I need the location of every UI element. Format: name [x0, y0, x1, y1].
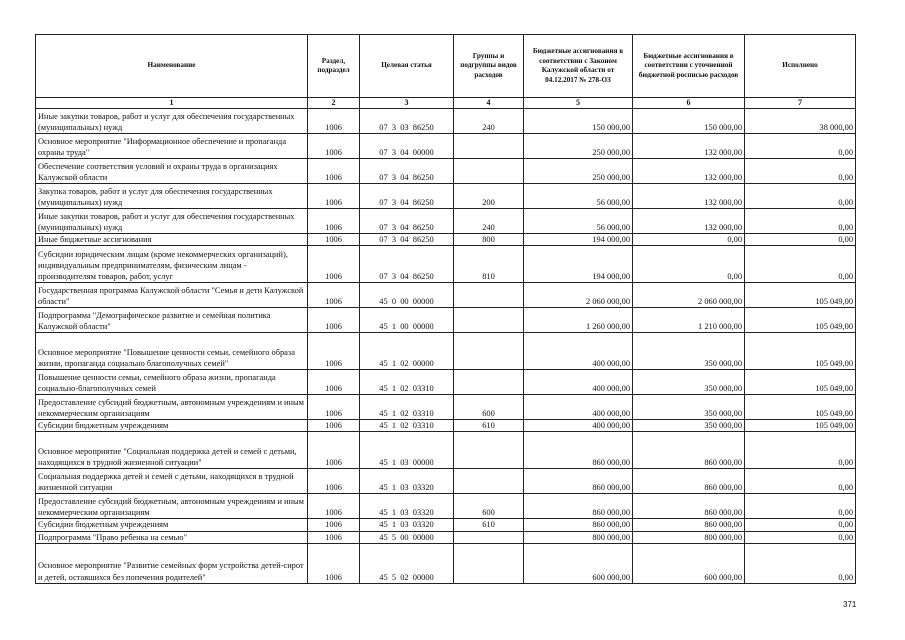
row-section: 1006	[308, 184, 360, 209]
row-adjusted-amount: 860 000,00	[633, 494, 745, 519]
row-section: 1006	[308, 234, 360, 246]
col-number: 5	[524, 98, 633, 109]
budget-table	[35, 34, 856, 584]
row-adjusted-amount: 132 000,00	[633, 184, 745, 209]
column-number-row	[36, 98, 856, 109]
row-name: Предоставление субсидий бюджетным, автономным учреждениям и иным некоммерческим организациям	[36, 494, 308, 519]
row-executed-amount: 0,00	[745, 531, 856, 543]
table-row	[36, 109, 856, 134]
row-adjusted-amount: 350 000,00	[633, 333, 745, 370]
row-adjusted-amount: 350 000,00	[633, 370, 745, 395]
row-law-amount: 400 000,00	[524, 370, 633, 395]
row-expense-group: 610	[454, 519, 524, 531]
row-expense-group	[454, 543, 524, 583]
row-name: Иные закупки товаров, работ и услуг для обеспечения государственных (муниципальных) нужд	[36, 109, 308, 134]
table-row	[36, 246, 856, 283]
row-expense-group	[454, 370, 524, 395]
table-row	[36, 333, 856, 370]
row-section: 1006	[308, 531, 360, 543]
table-row	[36, 531, 856, 543]
row-law-amount: 2 060 000,00	[524, 283, 633, 308]
row-adjusted-amount: 800 000,00	[633, 531, 745, 543]
row-section: 1006	[308, 469, 360, 494]
row-target-article: 45 1 00 00000	[360, 308, 454, 333]
row-executed-amount: 105 049,00	[745, 308, 856, 333]
row-expense-group	[454, 159, 524, 184]
row-law-amount: 194 000,00	[524, 246, 633, 283]
row-adjusted-amount: 2 060 000,00	[633, 283, 745, 308]
header-target: Целевая статья	[360, 35, 454, 98]
table-row	[36, 308, 856, 333]
row-expense-group: 610	[454, 420, 524, 432]
row-section: 1006	[308, 519, 360, 531]
header-name: Наименование	[36, 35, 308, 98]
row-executed-amount: 105 049,00	[745, 420, 856, 432]
col-number: 7	[745, 98, 856, 109]
row-name: Субсидии бюджетным учреждениям	[36, 519, 308, 531]
row-executed-amount: 0,00	[745, 184, 856, 209]
row-section: 1006	[308, 420, 360, 432]
table-row	[36, 395, 856, 420]
row-law-amount: 250 000,00	[524, 134, 633, 159]
row-executed-amount: 0,00	[745, 543, 856, 583]
table-row	[36, 432, 856, 469]
row-target-article: 07 3 03 86250	[360, 109, 454, 134]
row-executed-amount: 0,00	[745, 134, 856, 159]
row-target-article: 07 3 04 86250	[360, 246, 454, 283]
table-row	[36, 134, 856, 159]
row-law-amount: 400 000,00	[524, 395, 633, 420]
row-law-amount: 56 000,00	[524, 209, 633, 234]
row-expense-group: 200	[454, 184, 524, 209]
row-executed-amount: 105 049,00	[745, 395, 856, 420]
row-adjusted-amount: 860 000,00	[633, 469, 745, 494]
row-expense-group: 810	[454, 246, 524, 283]
row-target-article: 45 0 00 00000	[360, 283, 454, 308]
row-section: 1006	[308, 333, 360, 370]
row-adjusted-amount: 1 210 000,00	[633, 308, 745, 333]
row-expense-group: 600	[454, 395, 524, 420]
row-law-amount: 400 000,00	[524, 333, 633, 370]
table-row	[36, 469, 856, 494]
row-target-article: 07 3 04 00000	[360, 134, 454, 159]
row-expense-group	[454, 531, 524, 543]
row-adjusted-amount: 0,00	[633, 246, 745, 283]
row-name: Субсидии бюджетным учреждениям	[36, 420, 308, 432]
row-section: 1006	[308, 283, 360, 308]
row-name: Подпрограмма "Право ребенка на семью"	[36, 531, 308, 543]
row-executed-amount: 38 000,00	[745, 109, 856, 134]
row-law-amount: 194 000,00	[524, 234, 633, 246]
row-name: Субсидии юридическим лицам (кроме некоммерческих организаций), индивидуальным предпринимателям, физическим лицам - производителям товаров, работ, услуг	[36, 246, 308, 283]
row-target-article: 45 5 00 00000	[360, 531, 454, 543]
row-law-amount: 56 000,00	[524, 184, 633, 209]
row-adjusted-amount: 350 000,00	[633, 420, 745, 432]
row-name: Предоставление субсидий бюджетным, автономным учреждениям и иным некоммерческим организациям	[36, 395, 308, 420]
row-name: Основное мероприятие "Социальная поддержка детей и семей с детьми, находящихся в трудной жизненной ситуации"	[36, 432, 308, 469]
row-law-amount: 400 000,00	[524, 420, 633, 432]
row-expense-group	[454, 283, 524, 308]
row-expense-group: 240	[454, 209, 524, 234]
row-adjusted-amount: 132 000,00	[633, 159, 745, 184]
row-target-article: 45 1 03 03320	[360, 519, 454, 531]
row-adjusted-amount: 860 000,00	[633, 519, 745, 531]
row-executed-amount: 0,00	[745, 469, 856, 494]
row-name: Социальная поддержка детей и семей с детьми, находящихся в трудной жизненной ситуации	[36, 469, 308, 494]
row-expense-group	[454, 432, 524, 469]
page-number: 371	[843, 600, 857, 609]
row-target-article: 45 5 02 00000	[360, 543, 454, 583]
table-row	[36, 370, 856, 395]
row-executed-amount: 105 049,00	[745, 283, 856, 308]
col-number: 2	[308, 98, 360, 109]
row-adjusted-amount: 0,00	[633, 234, 745, 246]
row-section: 1006	[308, 543, 360, 583]
table-row	[36, 283, 856, 308]
row-target-article: 45 1 02 03310	[360, 420, 454, 432]
row-executed-amount: 105 049,00	[745, 370, 856, 395]
row-law-amount: 250 000,00	[524, 159, 633, 184]
row-law-amount: 860 000,00	[524, 432, 633, 469]
row-target-article: 07 3 04 86250	[360, 234, 454, 246]
header-law: Бюджетные ассигнования в соответствии с Законом Калужской области от 04.12.2017 № 278-ОЗ	[524, 35, 633, 98]
col-number: 1	[36, 98, 308, 109]
row-name: Закупка товаров, работ и услуг для обеспечения государственных (муниципальных) нужд	[36, 184, 308, 209]
row-name: Иные закупки товаров, работ и услуг для обеспечения государственных (муниципальных) нужд	[36, 209, 308, 234]
row-expense-group	[454, 134, 524, 159]
header-section: Раздел, подраздел	[308, 35, 360, 98]
row-law-amount: 800 000,00	[524, 531, 633, 543]
row-section: 1006	[308, 209, 360, 234]
table-row	[36, 519, 856, 531]
row-name: Повышение ценности семьи, семейного образа жизни, пропаганда социально-благополучных семей	[36, 370, 308, 395]
row-name: Иные бюджетные ассигнования	[36, 234, 308, 246]
row-section: 1006	[308, 159, 360, 184]
row-law-amount: 600 000,00	[524, 543, 633, 583]
row-target-article: 07 3 04 86250	[360, 184, 454, 209]
table-row	[36, 420, 856, 432]
row-section: 1006	[308, 432, 360, 469]
row-executed-amount: 0,00	[745, 494, 856, 519]
row-section: 1006	[308, 109, 360, 134]
row-adjusted-amount: 860 000,00	[633, 432, 745, 469]
row-executed-amount: 0,00	[745, 432, 856, 469]
row-target-article: 45 1 03 03320	[360, 494, 454, 519]
row-section: 1006	[308, 308, 360, 333]
row-adjusted-amount: 150 000,00	[633, 109, 745, 134]
row-name: Основное мероприятие "Информационное обеспечение и пропаганда охраны труда"	[36, 134, 308, 159]
row-expense-group	[454, 333, 524, 370]
row-section: 1006	[308, 134, 360, 159]
row-section: 1006	[308, 494, 360, 519]
row-expense-group	[454, 308, 524, 333]
row-adjusted-amount: 132 000,00	[633, 209, 745, 234]
row-executed-amount: 0,00	[745, 519, 856, 531]
row-executed-amount: 0,00	[745, 209, 856, 234]
col-number: 4	[454, 98, 524, 109]
row-expense-group: 800	[454, 234, 524, 246]
row-expense-group	[454, 469, 524, 494]
budget-table-page	[35, 34, 855, 584]
row-expense-group: 600	[454, 494, 524, 519]
row-executed-amount: 105 049,00	[745, 333, 856, 370]
row-target-article: 07 3 04 86250	[360, 159, 454, 184]
col-number: 6	[633, 98, 745, 109]
table-row	[36, 184, 856, 209]
table-row	[36, 234, 856, 246]
row-target-article: 45 1 02 03310	[360, 395, 454, 420]
col-number: 3	[360, 98, 454, 109]
header-groups: Группы и подгруппы видов расходов	[454, 35, 524, 98]
row-adjusted-amount: 600 000,00	[633, 543, 745, 583]
row-name: Обеспечение соответствия условий и охраны труда в организациях Калужской области	[36, 159, 308, 184]
row-section: 1006	[308, 370, 360, 395]
table-row	[36, 543, 856, 583]
row-law-amount: 860 000,00	[524, 519, 633, 531]
row-law-amount: 1 260 000,00	[524, 308, 633, 333]
row-name: Основное мероприятие "Повышение ценности семьи, семейного образа жизни, пропаганда социально благополучных семей"	[36, 333, 308, 370]
row-name: Государственная программа Калужской области "Семья и дети Калужской области"	[36, 283, 308, 308]
row-name: Основное мероприятие "Развитие семейных форм устройства детей-сирот и детей, оставшихся без попечения родителей"	[36, 543, 308, 583]
row-target-article: 45 1 03 03320	[360, 469, 454, 494]
row-expense-group: 240	[454, 109, 524, 134]
row-adjusted-amount: 132 000,00	[633, 134, 745, 159]
row-adjusted-amount: 350 000,00	[633, 395, 745, 420]
table-row	[36, 209, 856, 234]
row-section: 1006	[308, 395, 360, 420]
row-law-amount: 860 000,00	[524, 494, 633, 519]
row-target-article: 45 1 03 00000	[360, 432, 454, 469]
row-law-amount: 150 000,00	[524, 109, 633, 134]
header-executed: Исполнено	[745, 35, 856, 98]
row-law-amount: 860 000,00	[524, 469, 633, 494]
table-row	[36, 494, 856, 519]
row-name: Подпрограмма "Демографическое развитие и семейная политика Калужской области"	[36, 308, 308, 333]
row-target-article: 45 1 02 00000	[360, 333, 454, 370]
row-target-article: 45 1 02 03310	[360, 370, 454, 395]
row-section: 1006	[308, 246, 360, 283]
row-executed-amount: 0,00	[745, 234, 856, 246]
header-adjusted: Бюджетные ассигнования в соответствии с уточненной бюджетной росписью расходов	[633, 35, 745, 98]
row-executed-amount: 0,00	[745, 159, 856, 184]
table-row	[36, 159, 856, 184]
row-executed-amount: 0,00	[745, 246, 856, 283]
header-row	[36, 35, 856, 98]
row-target-article: 07 3 04 86250	[360, 209, 454, 234]
